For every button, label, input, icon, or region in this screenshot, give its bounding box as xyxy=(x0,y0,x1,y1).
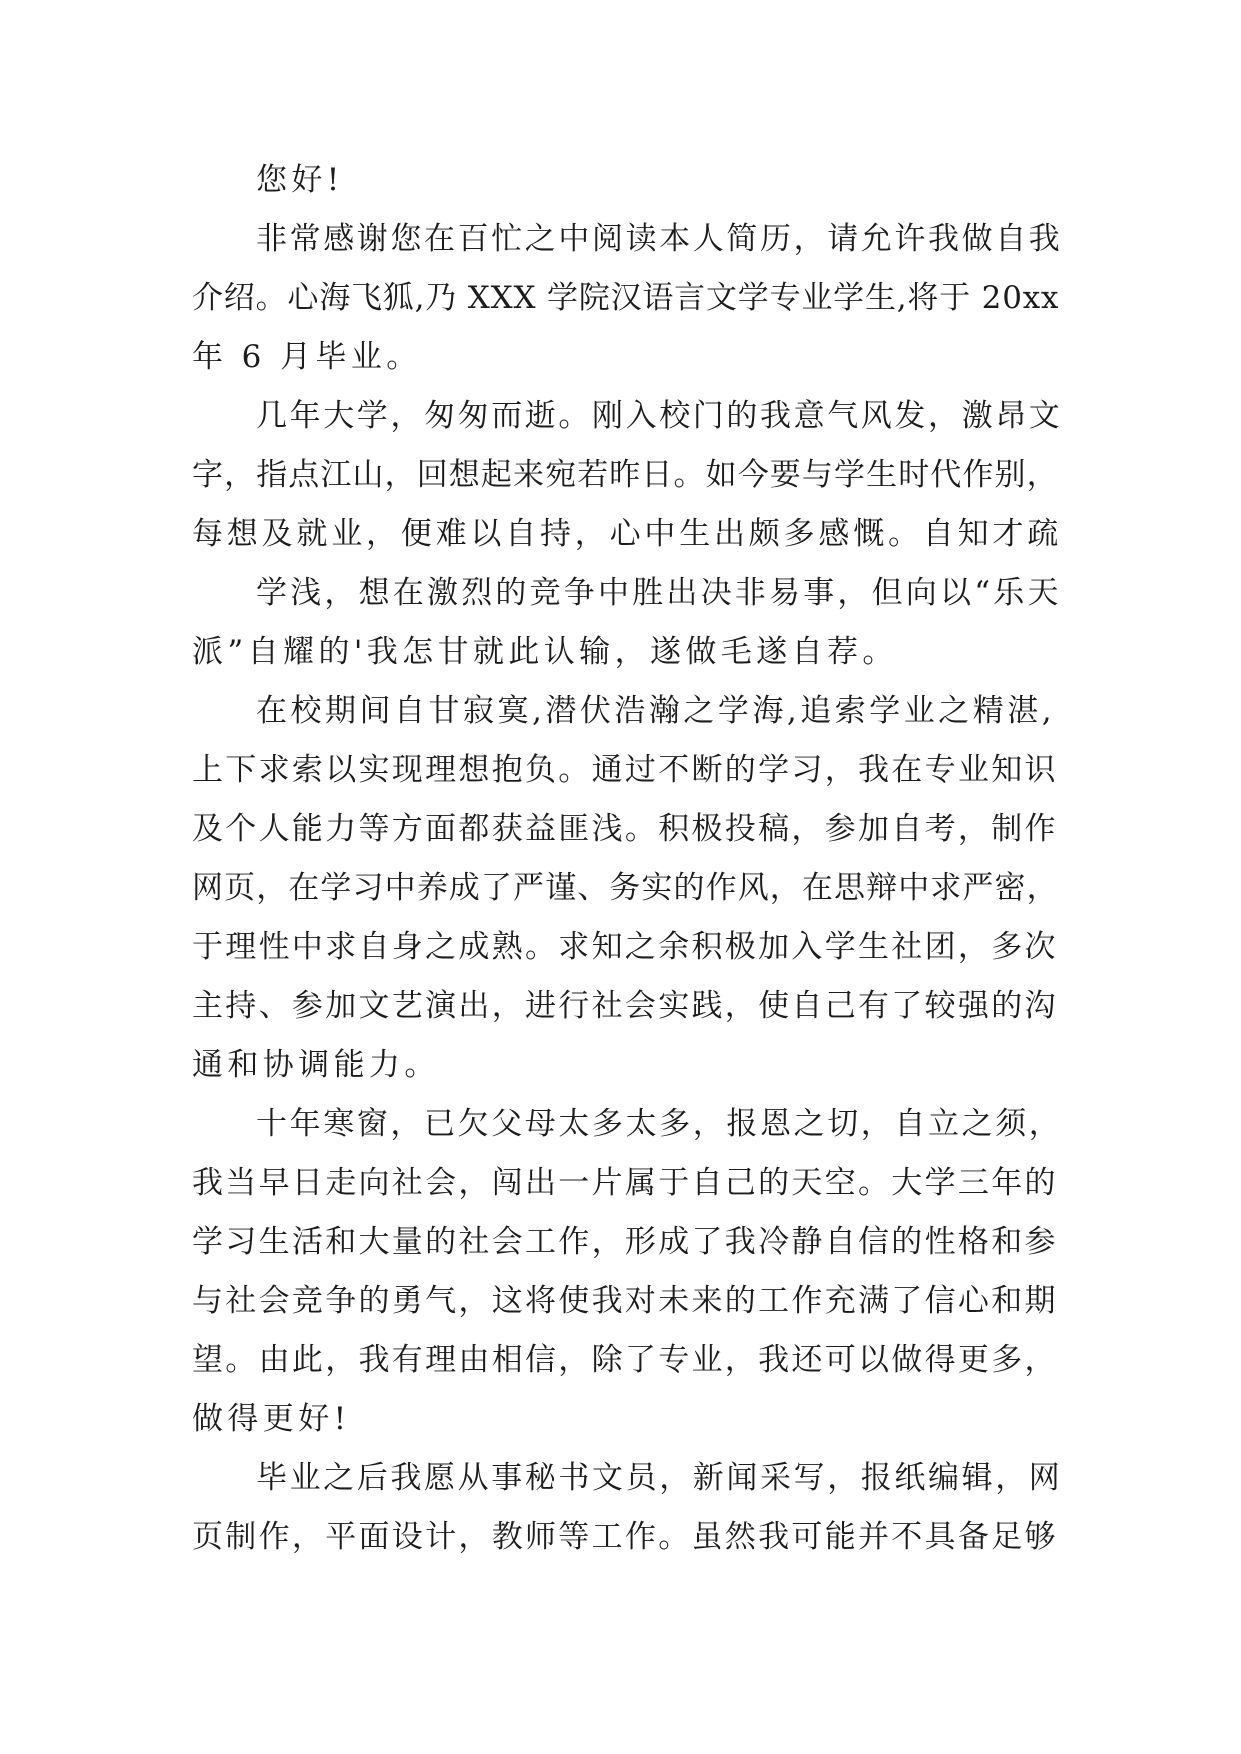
text-line: 页制作，平面设计，教师等工作。虽然我可能并不具备足够 xyxy=(192,1519,1058,1555)
text-line: 望。由此，我有理由相信，除了专业，我还可以做得更多， xyxy=(192,1342,1058,1378)
text-line: 及个人能力等方面都获益匪浅。积极投稿，参加自考，制作 xyxy=(192,811,1058,847)
text-line: 学习生活和大量的社会工作，形成了我冷静自信的性格和参 xyxy=(192,1224,1058,1260)
text-line: 网页，在学习中养成了严谨、务实的作风，在思辩中求严密， xyxy=(192,870,1059,906)
text-line: 非常感谢您在百忙之中阅读本人简历，请允许我做自我 xyxy=(256,221,1063,257)
text-line: 上下求索以实现理想抱负。通过不断的学习，我在专业知识 xyxy=(192,752,1058,788)
text-line: 介绍。心海飞狐,乃 XXX 学院汉语言文学专业学生,将于 20xx xyxy=(192,280,1060,316)
text-line: 与社会竞争的勇气，这将使我对未来的工作充满了信心和期 xyxy=(192,1283,1058,1319)
text-line: 字，指点江山，回想起来宛若昨日。如今要与学生时代作别， xyxy=(192,457,1059,493)
text-line: 我当早日走向社会，闯出一片属于自己的天空。大学三年的 xyxy=(192,1165,1058,1201)
text-line: 每想及就业，便难以自持，心中生出颇多感慨。自知才疏 xyxy=(192,516,1062,552)
text-line: 于理性中求自身之成熟。求知之余积极加入学生社团，多次 xyxy=(192,929,1058,965)
text-line: 学浅，想在激烈的竞争中胜出决非易事，但向以“乐天 xyxy=(256,575,1062,611)
text-line: 主持、参加文艺演出，进行社会实践，使自己有了较强的沟 xyxy=(192,988,1058,1024)
text-line: 您好! xyxy=(256,162,344,198)
text-line: 几年大学，匆匆而逝。刚入校门的我意气风发，激昂文 xyxy=(256,398,1063,434)
document-body xyxy=(192,151,1062,1567)
text-line: 做得更好! xyxy=(192,1401,351,1437)
text-line: 年 6 月毕业。 xyxy=(192,339,422,375)
text-line: 毕业之后我愿从事秘书文员，新闻采写，报纸编辑，网 xyxy=(256,1460,1063,1496)
text-line: 十年寒窗，已欠父母太多太多，报恩之切，自立之须， xyxy=(256,1106,1063,1142)
text-line: 通和协调能力。 xyxy=(192,1047,440,1083)
text-line: 在校期间自甘寂寞,潜伏浩瀚之学海,追索学业之精湛, xyxy=(256,693,1056,729)
text-line: 派”自耀的'我怎甘就此认输，遂做毛遂自荐。 xyxy=(192,634,898,670)
